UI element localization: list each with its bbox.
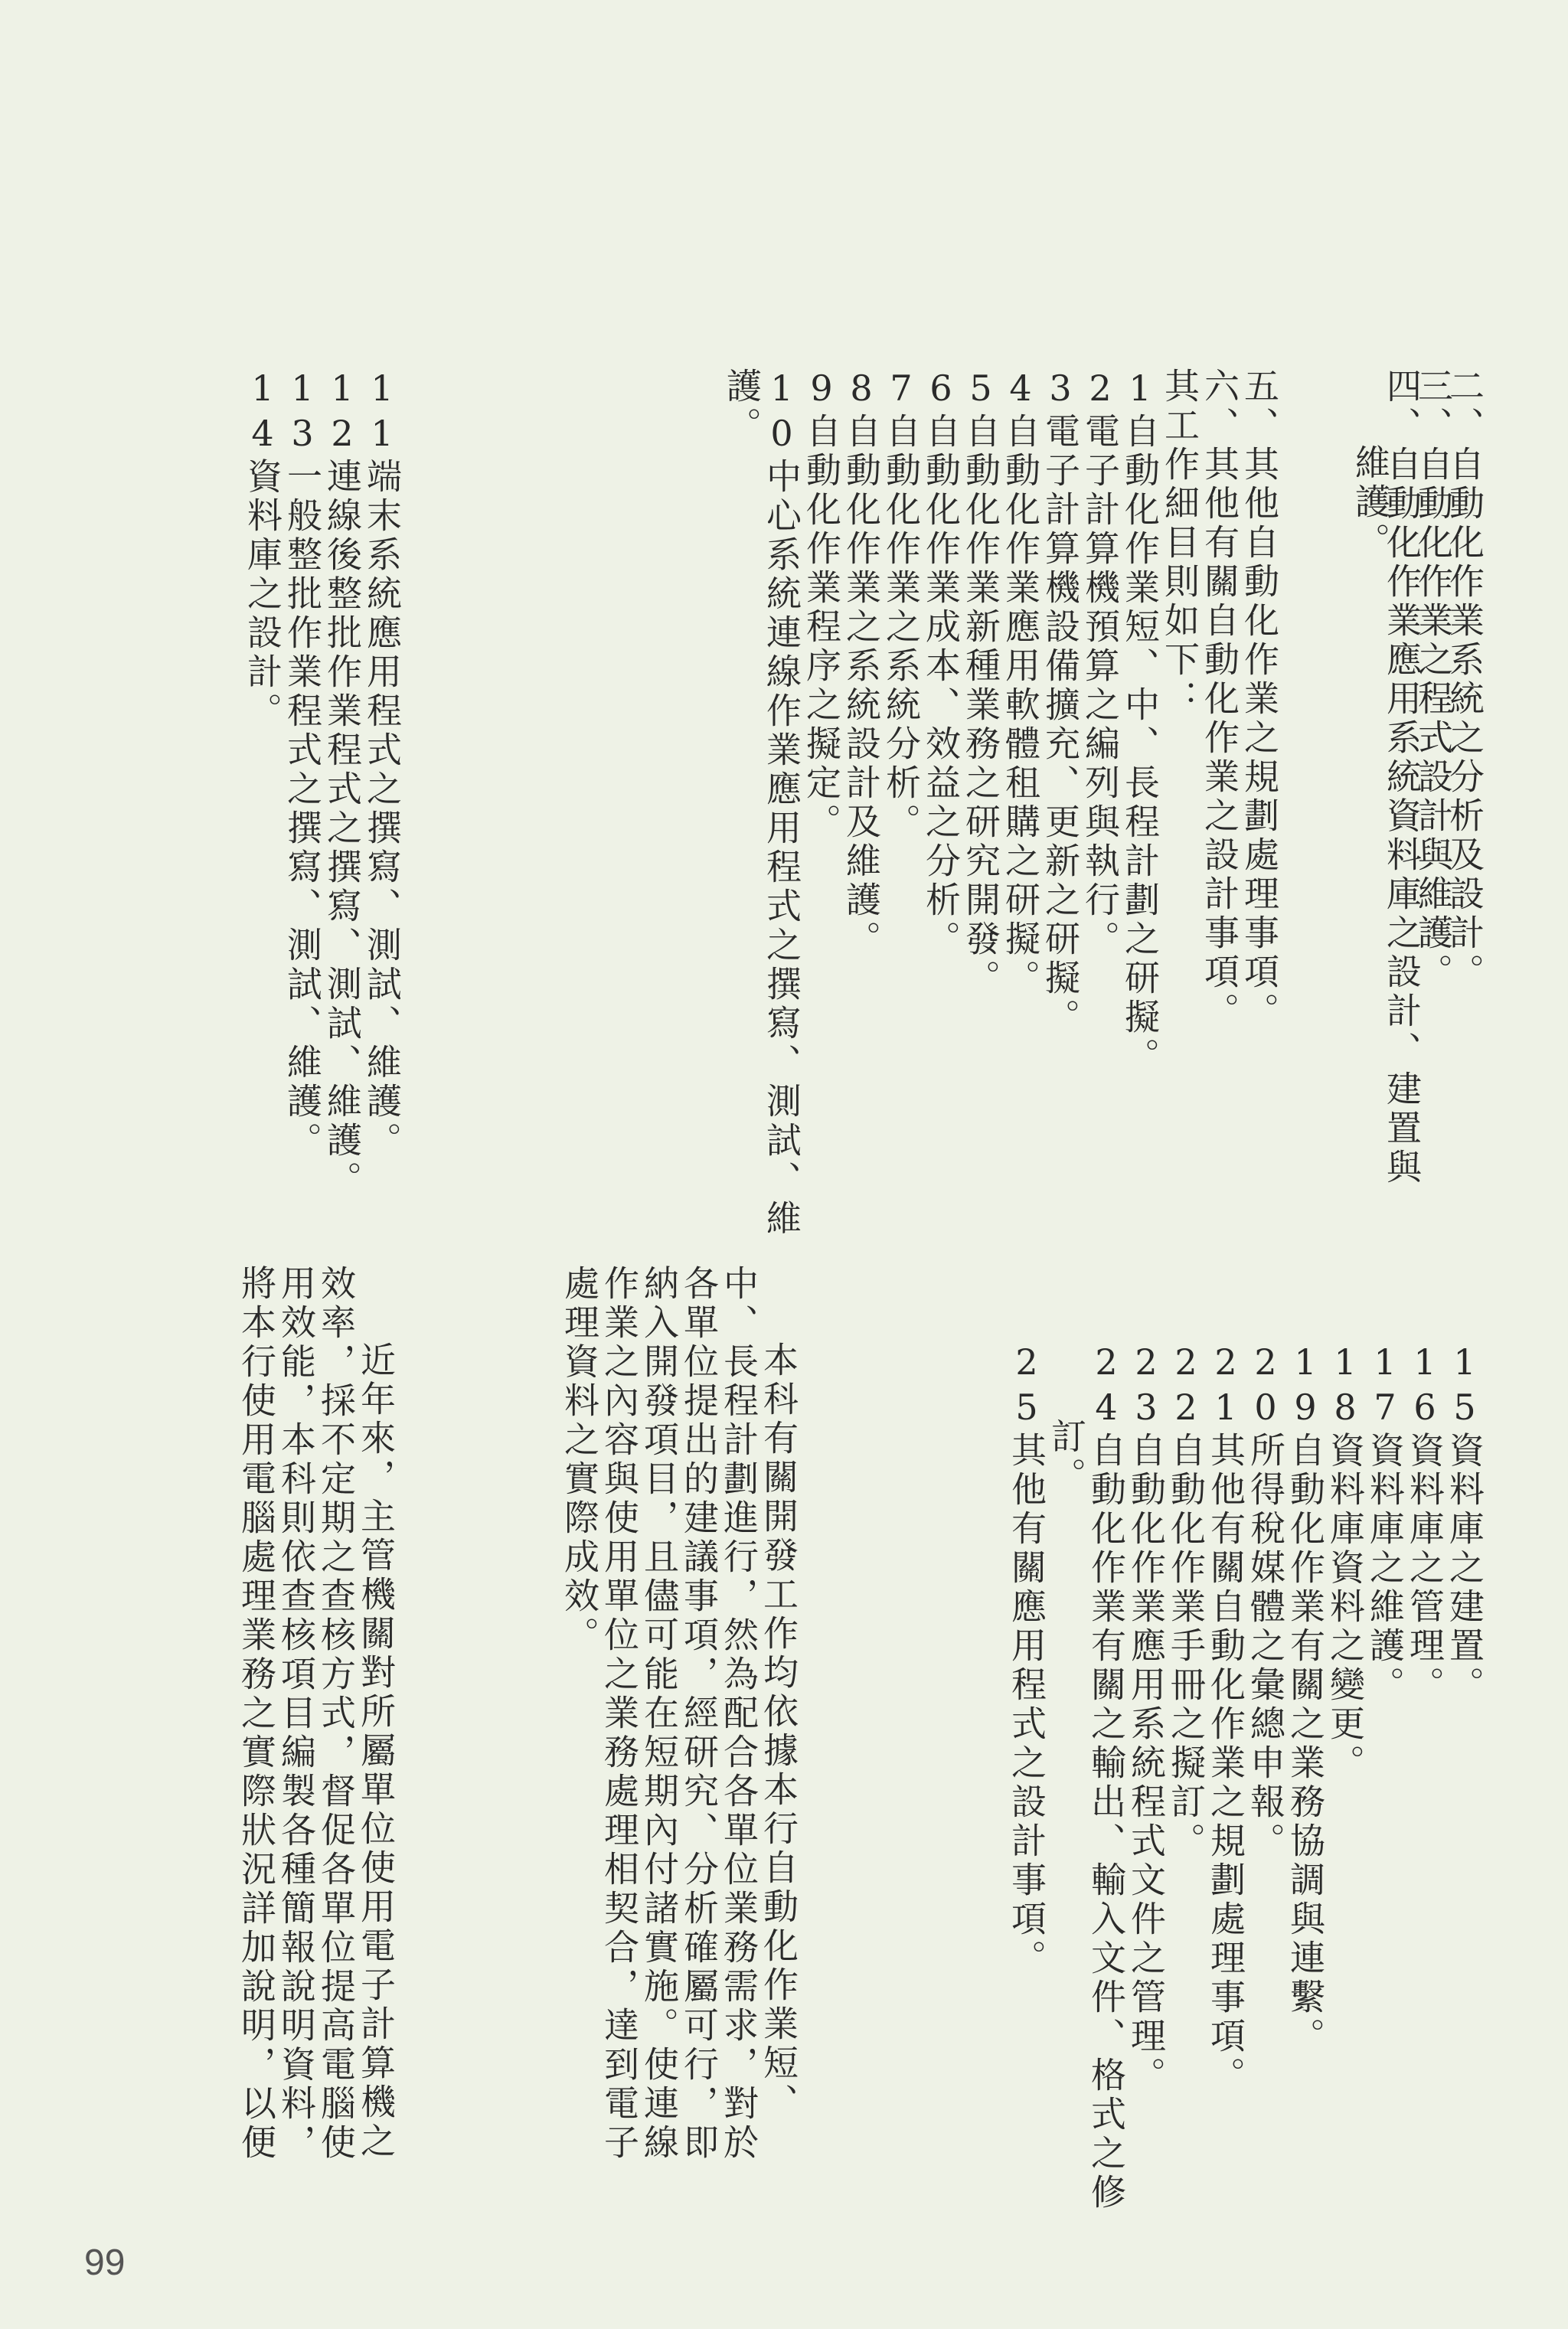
text-column: 23自動化作業應用系統程式文件之管理。 [1125,1341,1167,2095]
text-column: 1自動化作業短、中、長程計劃之研擬。 [1119,367,1161,1076]
text-column: 9自動化作業程序之擬定。 [801,367,842,842]
text-column: 18資料庫資料之變更。 [1325,1341,1366,1783]
text-column: 訂。 [1046,1418,1087,1496]
text-column: 7自動化作業之系統分析。 [880,367,922,842]
text-column: 16資料庫之管理。 [1404,1341,1446,1705]
text-column: 21其他有關自動化作業之規劃處理事項。 [1205,1341,1246,2095]
text-column: 各單位提出的建議事項，經研究、分析確屬可行，即 [678,1265,720,2163]
text-column: 六、其他有關自動化作業之設計事項。 [1199,367,1240,1031]
text-column: 其工作細目則如下： [1159,367,1200,719]
text-column: 五、其他自動化作業之規劃處理事項。 [1239,367,1280,1031]
text-column: 3電子計算機設備擴充、更新之研擬。 [1040,367,1081,1037]
text-column: 25其他有關應用程式之設計事項。 [1006,1341,1047,1978]
text-column: 作業之內容與使用單位之業務處理相契合，達到電子 [599,1265,640,2163]
text-column: 24自動化作業有關之輸出、輸入文件、格式之修 [1086,1341,1127,2213]
text-column: 維護。 [1350,444,1391,561]
text-column: 5自動化作業新種業務之研究開發。 [960,367,1001,998]
text-column: 三、自動化作業之程式設計與維護。 [1413,367,1454,992]
text-column: 近年來，主管機關對所屬單位使用電子計算機之 [355,1341,397,2161]
text-column: 8自動化作業之系統設計及維護。 [841,367,882,959]
text-column: 14資料庫之設計。 [242,367,283,731]
text-column: 15資料庫之建置。 [1444,1341,1485,1705]
text-column: 22自動化作業手冊之擬訂。 [1165,1341,1207,1861]
text-column: 納入開發項目，且儘可能在短期內付諸實施。使連線 [639,1265,680,2163]
text-column: 將本行使用電腦處理業務之實際狀況詳加說明，以便 [236,1265,277,2163]
text-column: 19自動化作業有關之業務協調與連繫。 [1285,1341,1326,2056]
text-column: 2電子計算機預算之編列與執行。 [1080,367,1121,959]
text-column: 20所得稅媒體之彙總申報。 [1245,1341,1286,1861]
text-column: 11端末系統應用程式之撰寫、測試、維護。 [361,367,403,1161]
text-column: 處理資料之實際成效。 [559,1265,600,1655]
text-column: 中、長程計劃進行，然為配合各單位業務需求，對於 [718,1265,760,2163]
text-column: 12連線後整批作業程式之撰寫、測試、維護。 [322,367,363,1200]
text-column: 17資料庫之維護。 [1364,1341,1406,1705]
text-column: 四、自動化作業應用系統資料庫之設計、建置與 [1381,367,1423,1187]
text-column: 效率，採不定期之查核方式，督促各單位提高電腦使 [315,1265,357,2163]
text-column: 護。 [721,367,763,446]
text-column: 4自動化作業應用軟體租購之研擬。 [1000,367,1041,998]
text-column: 6自動化作業成本、效益之分析。 [920,367,962,959]
text-column: 13一般整批作業程式之撰寫、測試、維護。 [282,367,323,1161]
page-number: 99 [84,2242,126,2283]
text-column: 用效能，本科則依查核項目編製各種簡報說明資料， [276,1265,317,2163]
text-column: 10中心系統連線作業應用程式之撰寫、測試、維 [761,367,802,1239]
text-column: 二、自動化作業系統之分析及設計。 [1444,367,1485,992]
text-column: 本科有關開發工作均依據本行自動化作業短、 [758,1341,799,2122]
